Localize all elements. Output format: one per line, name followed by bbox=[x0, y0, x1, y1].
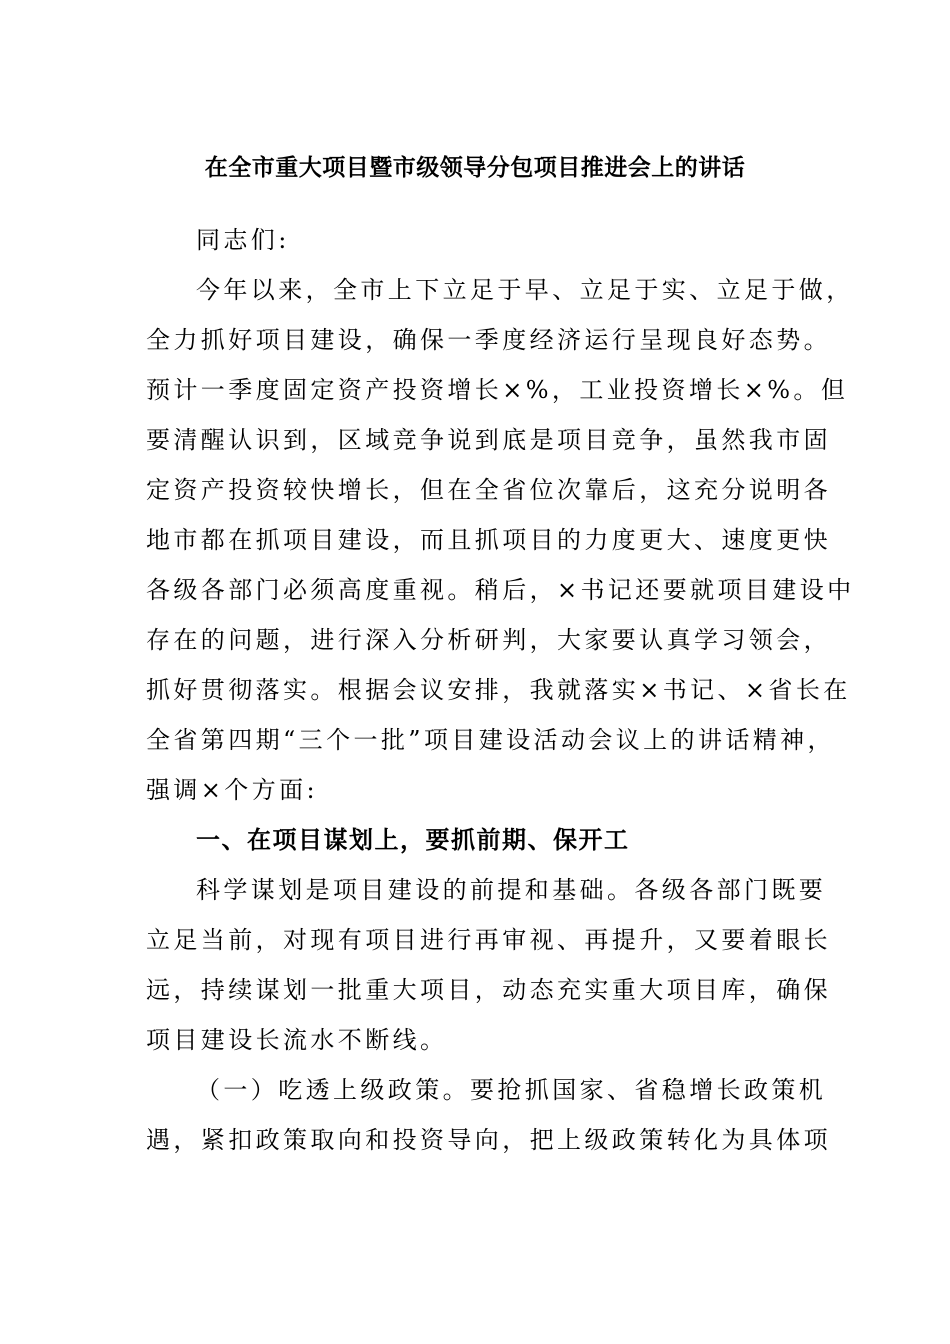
intro-line: 今年以来，全市上下立足于早、立足于实、立足于做， bbox=[196, 276, 854, 304]
section-paragraph-line: 项目建设长流水不断线。 bbox=[146, 1026, 448, 1054]
intro-line: 要清醒认识到，区域竞争说到底是项目竞争，虽然我市固 bbox=[146, 426, 831, 454]
subsection-line: 遇，紧扣政策取向和投资导向，把上级政策转化为具体项 bbox=[146, 1126, 831, 1154]
intro-line: 强调×个方面: bbox=[146, 776, 318, 804]
intro-line: 全力抓好项目建设，确保一季度经济运行呈现良好态势。 bbox=[146, 326, 831, 354]
intro-line: 各级各部门必须高度重视。稍后，×书记还要就项目建设中 bbox=[146, 576, 855, 604]
intro-line: 全省第四期“三个一批”项目建设活动会议上的讲话精神， bbox=[146, 726, 835, 754]
document-title: 在全市重大项目暨市级领导分包项目推进会上的讲话 bbox=[204, 155, 746, 181]
section-paragraph-line: 立足当前，对现有项目进行再审视、再提升，又要着眼长 bbox=[146, 926, 831, 954]
section-paragraph-line: 远，持续谋划一批重大项目，动态充实重大项目库，确保 bbox=[146, 976, 831, 1004]
salutation: 同志们: bbox=[196, 226, 290, 254]
intro-line: 抓好贯彻落实。根据会议安排，我就落实×书记、×省长在 bbox=[146, 676, 851, 704]
intro-line: 预计一季度固定资产投资增长×%，工业投资增长×%。但 bbox=[146, 376, 849, 404]
intro-line: 地市都在抓项目建设，而且抓项目的力度更大、速度更快 bbox=[146, 526, 831, 554]
section-heading: 一、在项目谋划上，要抓前期、保开工 bbox=[196, 826, 630, 854]
subsection-line: （一）吃透上级政策。要抢抓国家、省稳增长政策机 bbox=[196, 1076, 827, 1104]
intro-line: 存在的问题，进行深入分析研判，大家要认真学习领会， bbox=[146, 626, 831, 654]
section-paragraph-line: 科学谋划是项目建设的前提和基础。各级各部门既要 bbox=[196, 876, 827, 904]
intro-line: 定资产投资较快增长，但在全省位次靠后，这充分说明各 bbox=[146, 476, 831, 504]
